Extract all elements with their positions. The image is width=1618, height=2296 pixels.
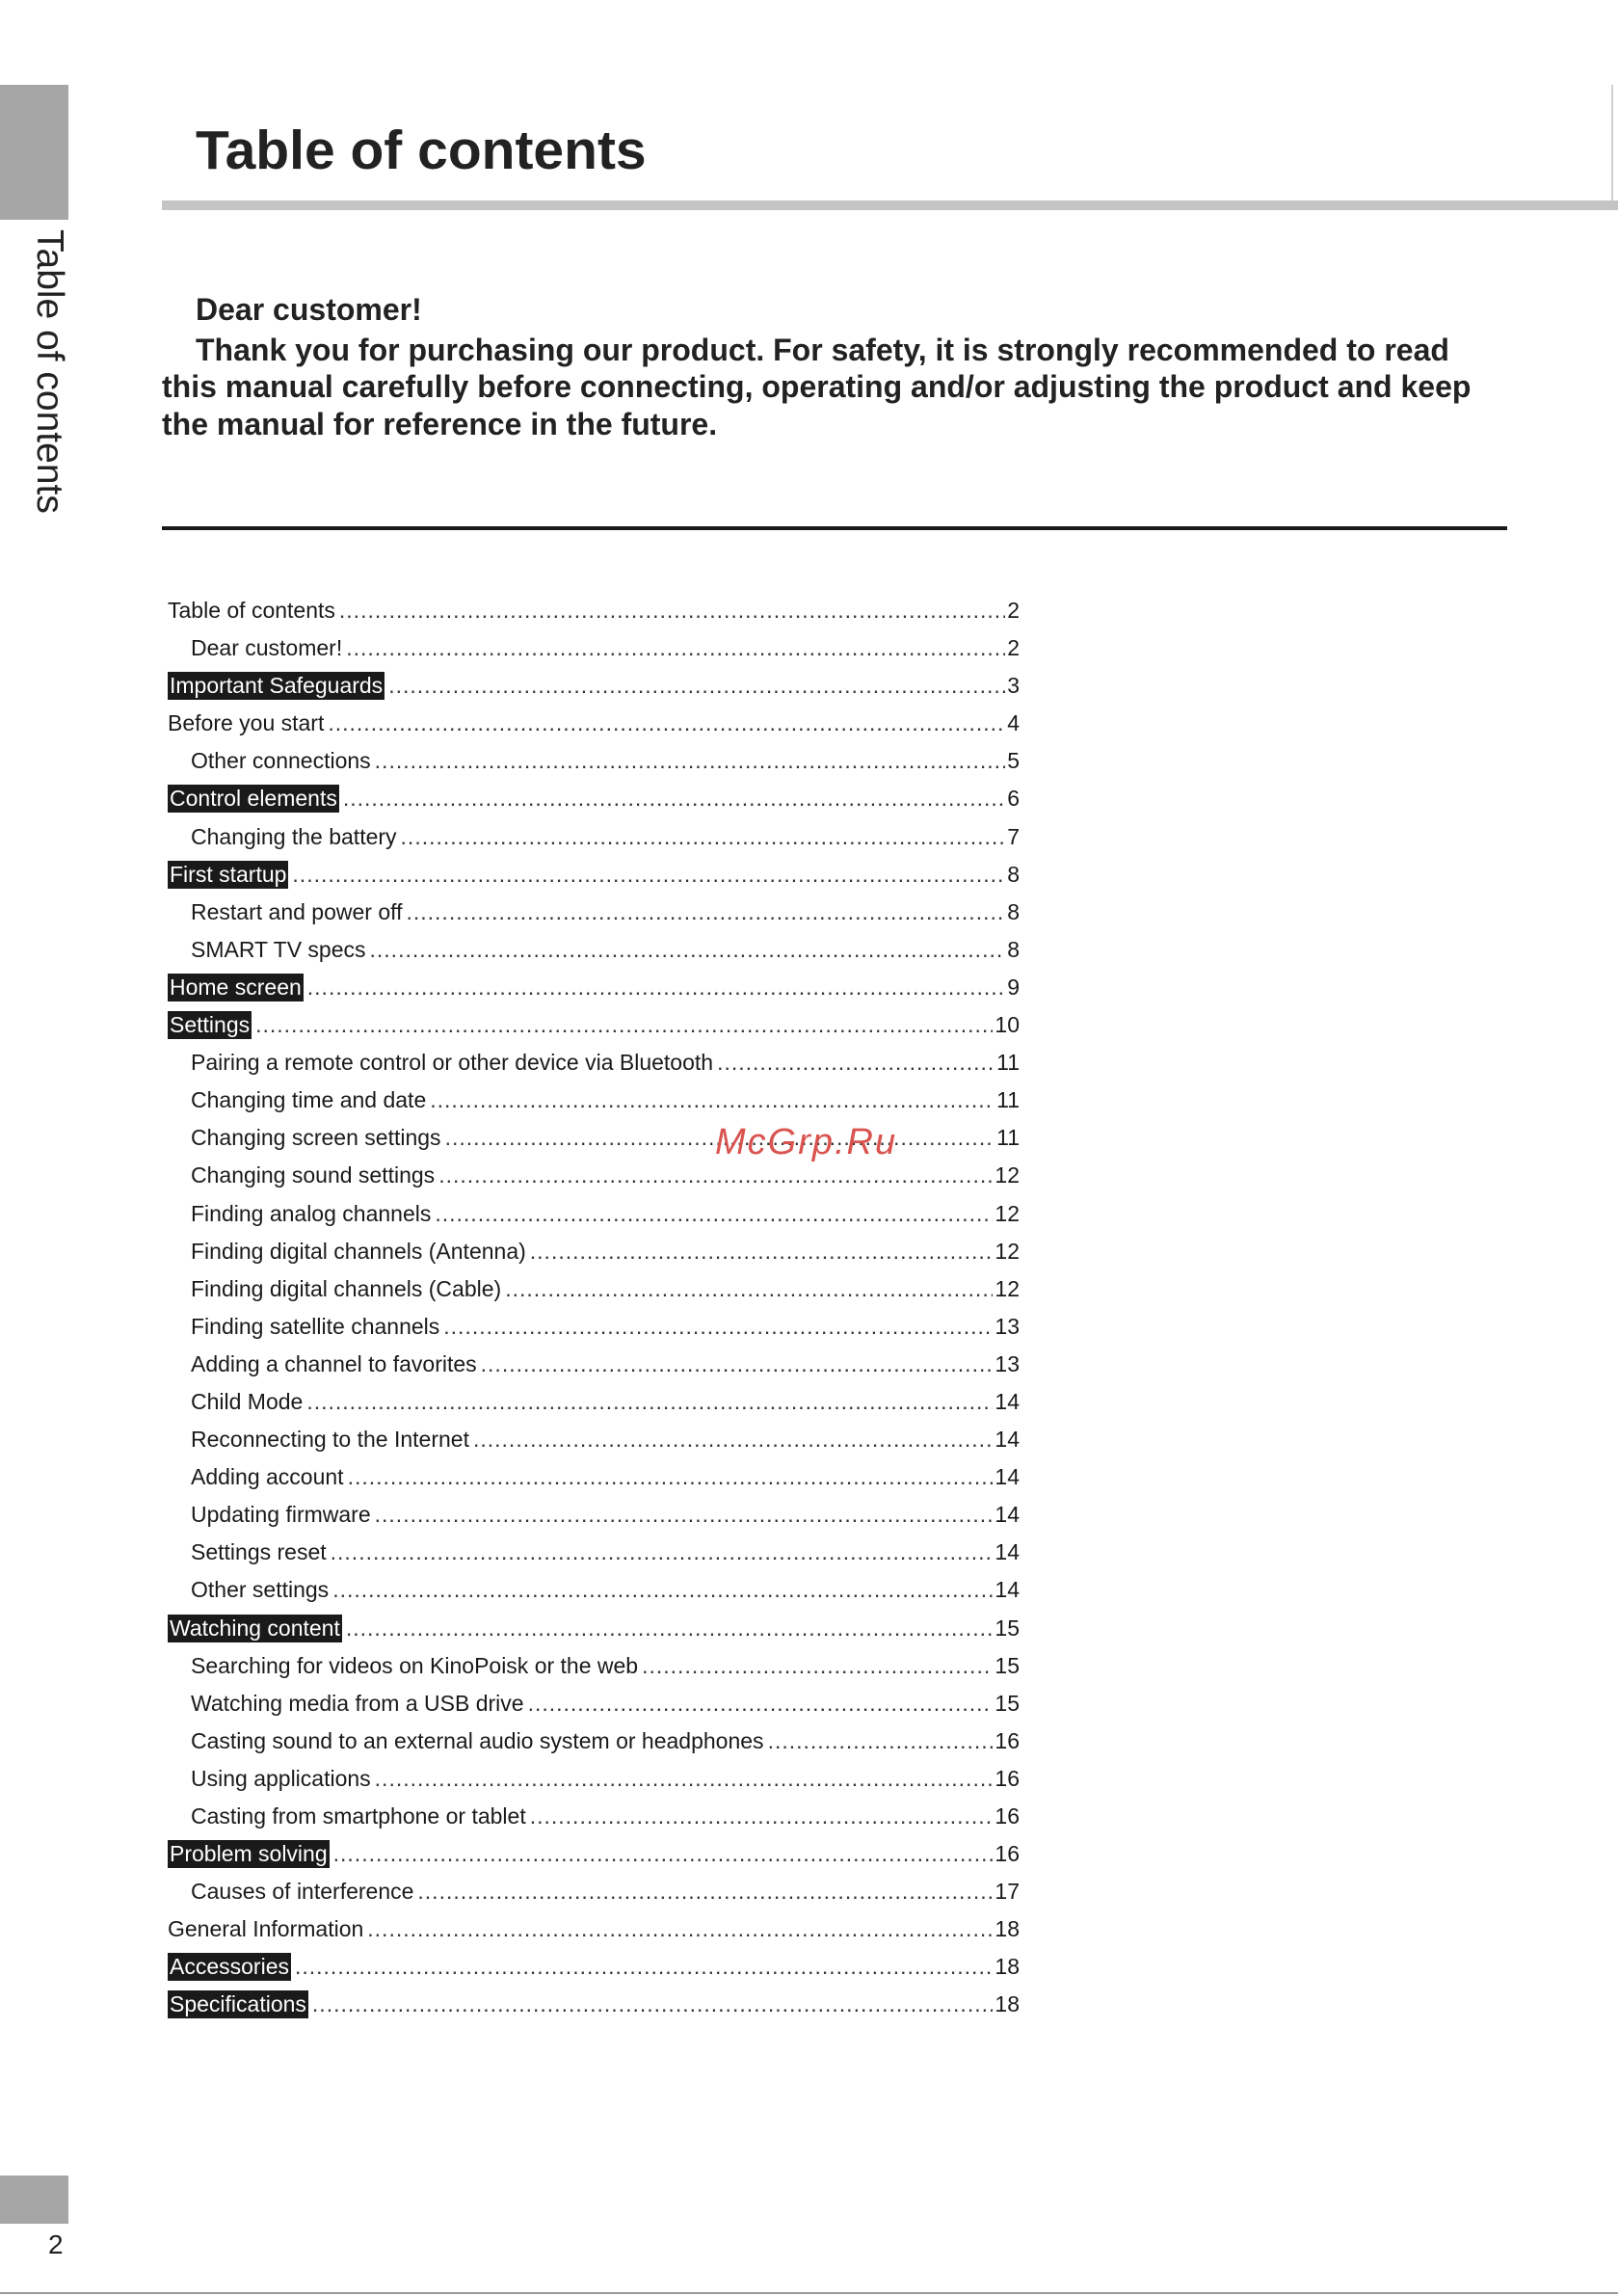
toc-leader-dots: [346, 1610, 994, 1647]
toc-entry[interactable]: [168, 1910, 1020, 1948]
toc-entry-page: 8: [1007, 861, 1020, 887]
toc-entry[interactable]: [168, 667, 1020, 705]
toc-entry-page: 18: [995, 1991, 1020, 2017]
toc-list: [168, 592, 1020, 2024]
toc-leader-dots: [530, 1798, 994, 1835]
toc-entry-label: Problem solving: [170, 1841, 328, 1867]
toc-entry-page: 12: [995, 1162, 1020, 1188]
title-rule: [162, 200, 1618, 210]
toc-entry[interactable]: [168, 1685, 1020, 1722]
toc-entry-label: Table of contents: [168, 598, 335, 623]
toc-entry-label: Control elements: [170, 786, 337, 812]
toc-entry-page: 15: [995, 1615, 1020, 1641]
intro-section: [162, 291, 1511, 442]
toc-entry-page: 10: [995, 1012, 1020, 1038]
toc-entry-page: 14: [995, 1427, 1020, 1453]
toc-entry-label: Watching content: [170, 1615, 340, 1641]
toc-entry-page: 14: [995, 1502, 1020, 1528]
toc-leader-dots: [346, 629, 1005, 667]
toc-entry-label: Using applications: [191, 1765, 371, 1791]
toc-entry-label: Changing the battery: [191, 823, 397, 849]
toc-entry[interactable]: [168, 1081, 1020, 1119]
toc-leader-dots: [375, 1760, 994, 1798]
toc-entry-label: General Information: [168, 1916, 364, 1942]
toc-entry-page: 13: [995, 1313, 1020, 1339]
toc-leader-dots: [717, 1044, 995, 1081]
toc-entry[interactable]: [168, 629, 1020, 667]
toc-leader-dots: [312, 1986, 993, 2023]
toc-entry-label: Other connections: [191, 748, 371, 774]
toc-entry-page: 4: [1007, 710, 1020, 736]
toc-entry-page: 12: [995, 1275, 1020, 1301]
toc-entry-page: 7: [1007, 823, 1020, 849]
toc-entry-label: SMART TV specs: [191, 936, 366, 962]
toc-entry-label: Settings: [170, 1012, 251, 1038]
toc-entry[interactable]: [168, 894, 1020, 931]
toc-leader-dots: [481, 1346, 994, 1383]
toc-entry-label: Casting sound to an external audio system or headphones: [191, 1727, 764, 1753]
toc-entry[interactable]: [168, 1270, 1020, 1308]
side-tab-marker: [0, 85, 68, 220]
toc-entry-label: Finding analog channels: [191, 1200, 432, 1226]
toc-entry-label: Specifications: [170, 1991, 306, 2017]
toc-entry-page: 16: [995, 1727, 1020, 1753]
toc-entry[interactable]: [168, 1873, 1020, 1910]
toc-entry[interactable]: [168, 1647, 1020, 1685]
toc-entry-page: 11: [996, 1087, 1020, 1113]
toc-entry-label: Watching media from a USB drive: [191, 1690, 524, 1716]
toc-entry-page: 14: [995, 1388, 1020, 1414]
toc-entry-label: Searching for videos on KinoPoisk or the web: [191, 1652, 639, 1678]
toc-leader-dots: [375, 742, 1006, 780]
intro-greeting: Dear customer!: [196, 292, 422, 327]
toc-entry-label: Updating firmware: [191, 1502, 371, 1528]
toc-entry-page: 12: [995, 1238, 1020, 1264]
toc-entry[interactable]: [168, 1610, 1020, 1647]
toc-entry-page: 2: [1007, 598, 1020, 623]
toc-entry-label: Finding digital channels (Cable): [191, 1275, 502, 1301]
toc-entry-page: 15: [995, 1690, 1020, 1716]
toc-entry-page: 9: [1007, 974, 1020, 1000]
toc-leader-dots: [430, 1081, 995, 1119]
toc-entry[interactable]: [168, 705, 1020, 742]
toc-entry[interactable]: [168, 1421, 1020, 1458]
toc-entry-label: Home screen: [170, 974, 302, 1000]
toc-entry-label: First startup: [170, 861, 287, 887]
toc-entry[interactable]: [168, 818, 1020, 856]
toc-leader-dots: [417, 1873, 993, 1910]
toc-entry-page: 12: [995, 1200, 1020, 1226]
toc-entry-label: Changing screen settings: [191, 1125, 441, 1151]
toc-entry[interactable]: [168, 1722, 1020, 1760]
toc-leader-dots: [768, 1722, 994, 1760]
toc-entry-page: 11: [996, 1050, 1020, 1076]
toc-entry[interactable]: [168, 1044, 1020, 1081]
toc-leader-dots: [642, 1647, 993, 1685]
toc-leader-dots: [375, 1496, 994, 1534]
toc-entry-label: Adding a channel to favorites: [191, 1350, 477, 1376]
toc-leader-dots: [473, 1421, 993, 1458]
toc-entry-page: 15: [995, 1652, 1020, 1678]
toc-entry-label: Important Safeguards: [170, 673, 384, 699]
toc-entry-page: 5: [1007, 748, 1020, 774]
toc-leader-dots: [406, 894, 1005, 931]
toc-entry[interactable]: [168, 1346, 1020, 1383]
toc-entry-page: 18: [995, 1916, 1020, 1942]
toc-leader-dots: [435, 1195, 993, 1233]
toc-entry[interactable]: [168, 1496, 1020, 1534]
toc-entry[interactable]: [168, 742, 1020, 780]
toc-entry-label: Settings reset: [191, 1539, 327, 1565]
toc-entry-label: Reconnecting to the Internet: [191, 1427, 469, 1453]
toc-entry-label: Changing time and date: [191, 1087, 427, 1113]
toc-leader-dots: [255, 1006, 993, 1044]
toc-entry-label: Before you start: [168, 710, 325, 736]
toc-leader-dots: [443, 1308, 993, 1346]
toc-entry[interactable]: [168, 1383, 1020, 1421]
toc-entry-page: 6: [1007, 786, 1020, 812]
toc-entry[interactable]: [168, 1233, 1020, 1270]
toc-entry[interactable]: [168, 1006, 1020, 1044]
toc-entry-page: 16: [995, 1765, 1020, 1791]
toc-entry-page: 17: [995, 1879, 1020, 1905]
toc-leader-dots: [343, 780, 1005, 817]
page-edge-line: [1611, 85, 1613, 210]
toc-entry[interactable]: [168, 1986, 1020, 2023]
toc-leader-dots: [307, 969, 1005, 1006]
toc-entry[interactable]: [168, 1458, 1020, 1496]
toc-entry[interactable]: [168, 592, 1020, 629]
side-tab-marker-bottom: [0, 2176, 68, 2224]
toc-entry-page: 11: [996, 1125, 1020, 1151]
bottom-edge-line: [0, 2292, 1618, 2294]
toc-entry-label: Finding satellite channels: [191, 1313, 440, 1339]
toc-entry-page: 18: [995, 1954, 1020, 1980]
toc-entry-page: 3: [1007, 673, 1020, 699]
side-tab-label: Table of contents: [29, 229, 70, 514]
toc-entry-label: Dear customer!: [191, 635, 343, 661]
page-title: Table of contents: [196, 120, 647, 181]
toc-entry[interactable]: [168, 1571, 1020, 1609]
toc-leader-dots: [388, 667, 1005, 705]
toc-leader-dots: [528, 1685, 994, 1722]
toc-entry-page: 14: [995, 1464, 1020, 1490]
toc-entry-label: Casting from smartphone or tablet: [191, 1803, 526, 1829]
toc-leader-dots: [348, 1458, 994, 1496]
toc-entry[interactable]: [168, 780, 1020, 817]
toc-leader-dots: [295, 1948, 993, 1986]
toc-leader-dots: [292, 856, 1005, 894]
toc-entry[interactable]: [168, 856, 1020, 894]
toc-entry[interactable]: [168, 1835, 1020, 1873]
toc-entry-label: Accessories: [170, 1954, 289, 1980]
toc-leader-dots: [370, 931, 1006, 969]
toc-entry-label: Pairing a remote control or other device via Bluetooth: [191, 1050, 714, 1076]
toc-entry-label: Causes of interference: [191, 1879, 414, 1905]
toc-entry-label: Child Mode: [191, 1388, 304, 1414]
toc-entry[interactable]: [168, 1798, 1020, 1835]
toc-leader-dots: [505, 1270, 993, 1308]
page-number: 2: [48, 2229, 64, 2259]
toc-entry-label: Other settings: [191, 1577, 330, 1603]
toc-leader-dots: [339, 592, 1005, 629]
toc-entry[interactable]: [168, 1308, 1020, 1346]
toc-entry[interactable]: [168, 1534, 1020, 1571]
toc-leader-dots: [530, 1233, 994, 1270]
toc-leader-dots: [328, 705, 1005, 742]
intro-message: Thank you for purchasing our product. For safety, it is strongly recommended to read this manual carefully before connecting, operating and/or adjusting the product and keep the manual for reference in the future.: [162, 332, 1472, 441]
toc-entry-page: 14: [995, 1577, 1020, 1603]
toc-leader-dots: [367, 1910, 993, 1948]
toc-leader-dots: [333, 1835, 994, 1873]
toc-leader-dots: [401, 818, 1006, 856]
toc-leader-dots: [306, 1383, 993, 1421]
toc-entry[interactable]: [168, 1948, 1020, 1986]
toc-entry-page: 8: [1007, 936, 1020, 962]
toc-entry-page: 14: [995, 1539, 1020, 1565]
toc-entry-page: 16: [995, 1841, 1020, 1867]
section-divider: [162, 526, 1507, 530]
toc-entry-label: Finding digital channels (Antenna): [191, 1238, 526, 1264]
toc-entry-label: Adding account: [191, 1464, 344, 1490]
toc-entry-page: 16: [995, 1803, 1020, 1829]
toc-entry-page: 13: [995, 1350, 1020, 1376]
toc-leader-dots: [331, 1534, 994, 1571]
toc-entry-label: Changing sound settings: [191, 1162, 436, 1188]
toc-entry-label: Restart and power off: [191, 898, 403, 924]
toc-entry[interactable]: [168, 931, 1020, 969]
toc-entry-page: 8: [1007, 898, 1020, 924]
toc-entry-page: 2: [1007, 635, 1020, 661]
toc-leader-dots: [332, 1571, 993, 1609]
watermark: McGrp.Ru: [715, 1122, 898, 1162]
toc-entry[interactable]: [168, 1195, 1020, 1233]
toc-entry[interactable]: [168, 1760, 1020, 1798]
toc-entry[interactable]: [168, 969, 1020, 1006]
